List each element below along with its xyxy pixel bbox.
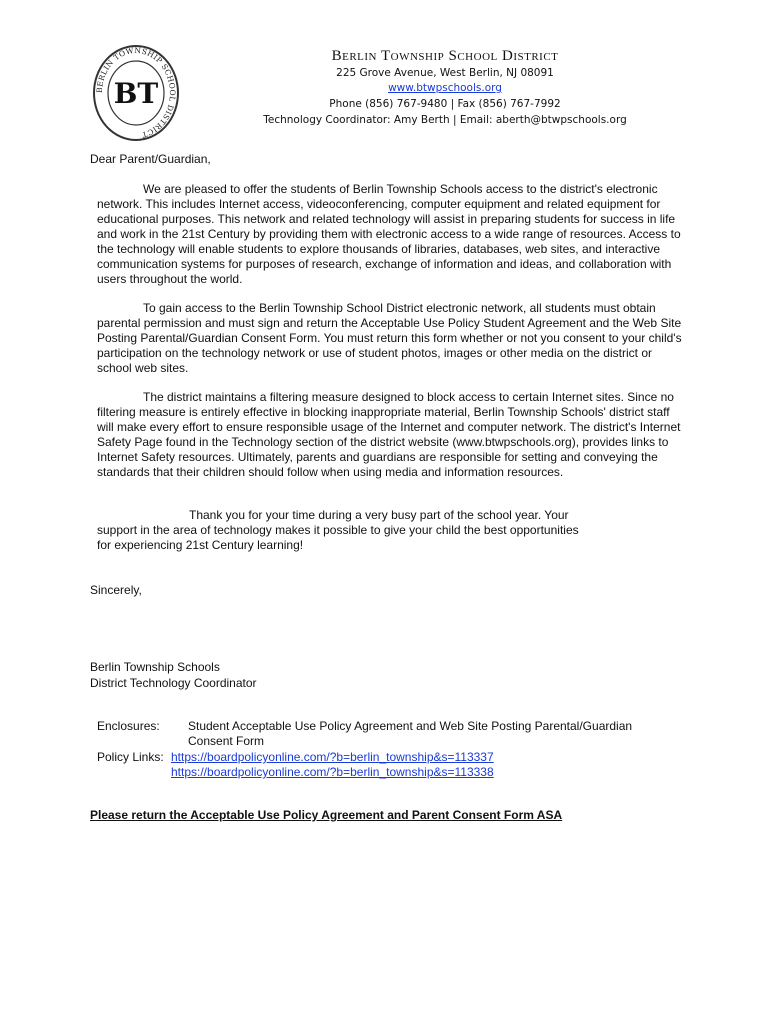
district-website-link[interactable]: www.btwpschools.org <box>388 82 502 94</box>
paragraph-filtering-measure: The district maintains a filtering measure designed to block access to certain Internet sites. Since no filtering measure is entirely effective in blocking inappropriate material, Berlin Township Schools' district staff will make every effort to ensure responsible usage of the Internet and computer network. The district's Internet Safety Page found in the Technology section of the district website (www.btwpschools.org), provides links to Internet Safety resources. Ultimately, parents and guardians are responsible for setting and conveying the standards that their children should follow when using media and information resources. <box>97 390 681 479</box>
district-address: 225 Grove Avenue, West Berlin, NJ 08091 <box>336 67 554 79</box>
svg-text:BT: BT <box>113 77 159 110</box>
thanks-line-1: Thank you for your time during a very busy part of the school year. Your <box>189 508 569 522</box>
technology-coordinator-contact: Technology Coordinator: Amy Berth | Email: aberth@btwpschools.org <box>263 114 627 126</box>
policy-link-113337[interactable]: https://boardpolicyonline.com/?b=berlin_township&s=113337 <box>171 750 494 764</box>
policy-link-113338[interactable]: https://boardpolicyonline.com/?b=berlin_township&s=113338 <box>171 765 494 779</box>
thanks-line-2: support in the area of technology makes it possible to give your child the best opportunities <box>97 523 579 537</box>
return-notice: Please return the Acceptable Use Policy Agreement and Parent Consent Form ASA <box>90 808 563 822</box>
district-seal-logo <box>92 44 180 142</box>
paragraph-thanks <box>97 508 617 553</box>
policy-links-label: Policy Links: <box>97 750 164 764</box>
thanks-line-3: for experiencing 21st Century learning! <box>97 538 304 552</box>
paragraph-parental-permission: To gain access to the Berlin Township School District electronic network, all students must obtain parental permission and must sign and return the Acceptable Use Policy Student Agreement and the Web Site Posting Parental/Guardian Consent Form. You must return this form whether or not you consent to your child's participation on the technology network or use of student photos, images or other media on the district or school web sites. <box>97 301 682 375</box>
district-website-line <box>240 82 650 94</box>
enclosures-label: Enclosures: <box>97 719 160 733</box>
svg-text:BERLIN TOWNSHIP SCHOOL DISTRIC: BERLIN TOWNSHIP SCHOOL DISTRICT <box>94 45 178 140</box>
signature-line-2: District Technology Coordinator <box>90 676 257 690</box>
salutation: Dear Parent/Guardian, <box>90 152 211 166</box>
enclosures-text: Student Acceptable Use Policy Agreement and Web Site Posting Parental/Guardian Consent Form <box>188 719 633 748</box>
closing: Sincerely, <box>90 583 142 597</box>
district-title: Berlin Township School District <box>331 48 559 64</box>
phone-fax: Phone (856) 767-9480 | Fax (856) 767-7992 <box>329 98 561 110</box>
paragraph-network-access: We are pleased to offer the students of Berlin Township Schools access to the district's electronic network. This includes Internet access, videoconferencing, computer equipment and related equipment for educational purposes. This network and related technology will assist in preparing students for success in life and work in the 21st Century by providing them with electronic access to a wide range of resources. Access to the technology will enable students to explore thousands of libraries, databases, web sites, and interactive communication systems for purposes of research, exchange of information and ideas, and collaboration with users throughout the world. <box>97 182 681 286</box>
signature-line-1: Berlin Township Schools <box>90 660 220 674</box>
